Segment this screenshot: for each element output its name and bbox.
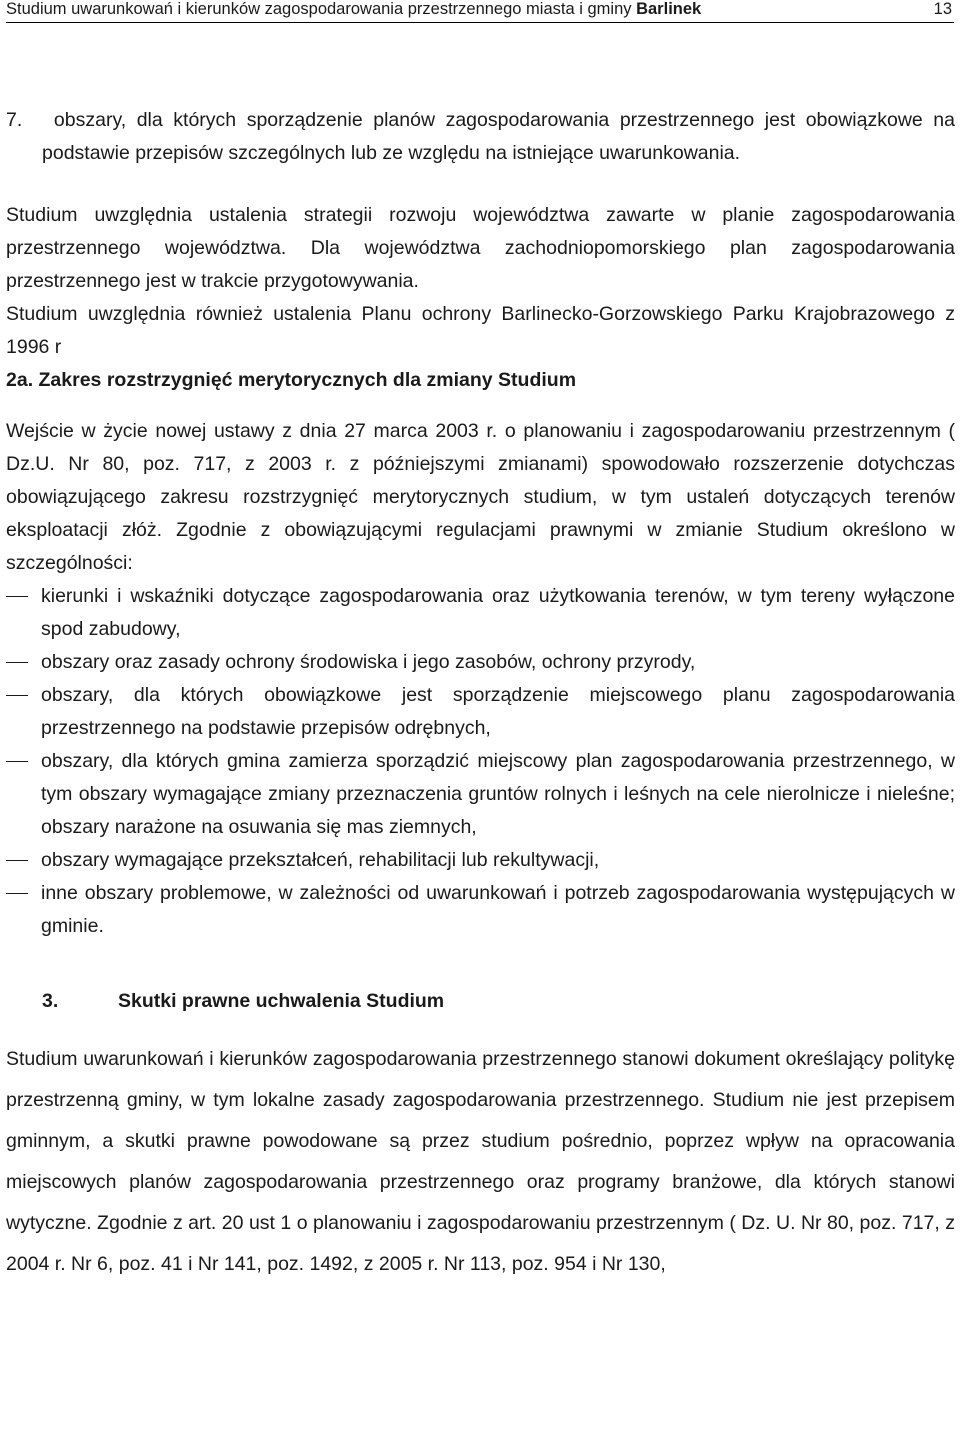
dash-bullet bbox=[6, 662, 28, 663]
section-3-number: 3. bbox=[42, 990, 59, 1012]
dash-bullet bbox=[6, 695, 28, 696]
dash-bullet bbox=[6, 860, 28, 861]
dash-bullet bbox=[6, 596, 28, 597]
list-item: obszary wymagające przekształceń, rehabilitacji lub rekultywacji, bbox=[6, 844, 955, 877]
list-item-7: 7. obszary, dla których sporządzenie planów zagospodarowania przestrzennego jest obowiązkowe na podstawie przepisów szczególnych lub ze względu na istniejące uwarunkowania. bbox=[6, 109, 955, 164]
paragraph-park-plan: Studium uwzględnia również ustalenia Planu ochrony Barlinecko-Gorzowskiego Parku Krajobrazowego z 1996 r bbox=[6, 303, 955, 358]
header-title: Studium uwarunkowań i kierunków zagospodarowania przestrzennego miasta i gminy bbox=[6, 0, 632, 18]
dash-bullet bbox=[6, 761, 28, 762]
list-item: obszary oraz zasady ochrony środowiska i jego zasobów, ochrony przyrody, bbox=[6, 646, 955, 679]
running-header bbox=[6, 0, 954, 23]
section-2a-list bbox=[6, 580, 955, 943]
section-3-title: Skutki prawne uchwalenia Studium bbox=[118, 990, 445, 1012]
list-item: kierunki i wskaźniki dotyczące zagospodarowania oraz użytkowania terenów, w tym tereny wyłączone spod zabudowy, bbox=[6, 580, 955, 646]
list-item: obszary, dla których obowiązkowe jest sporządzenie miejscowego planu zagospodarowania przestrzennego na podstawie przepisów odrębnych, bbox=[6, 679, 955, 745]
section-2a-heading: 2a. Zakres rozstrzygnięć merytorycznych dla zmiany Studium bbox=[6, 369, 577, 391]
document-body bbox=[6, 104, 955, 1285]
list-item: inne obszary problemowe, w zależności od uwarunkowań i potrzeb zagospodarowania występujących w gminie. bbox=[6, 877, 955, 943]
section-2a-paragraph: Wejście w życie nowej ustawy z dnia 27 marca 2003 r. o planowaniu i zagospodarowaniu przestrzennym ( Dz.U. Nr 80, poz. 717, z 2003 r. z późniejszymi zmianami) spowodowało rozszerzenie dotychczas obowiązującego zakresu rozstrzygnięć merytorycznych studium, w tym ustaleń dotyczących terenów eksploatacji złóż. Zgodnie z obowiązującymi regulacjami prawnymi w zmianie Studium określono w szczególności: bbox=[6, 420, 955, 574]
list-item: obszary, dla których gmina zamierza sporządzić miejscowy plan zagospodarowania przestrzennego, w tym obszary wymagające zmiany przeznaczenia gruntów rolnych i leśnych na cele nierolnicze i nieleśne; obszary narażone na osuwania się mas ziemnych, bbox=[6, 745, 955, 844]
page-number: 13 bbox=[933, 0, 952, 18]
header-title-bold: Barlinek bbox=[636, 0, 702, 18]
dash-bullet bbox=[6, 893, 28, 894]
section-3-paragraph: Studium uwarunkowań i kierunków zagospodarowania przestrzennego stanowi dokument określający politykę przestrzenną gminy, w tym lokalne zasady zagospodarowania przestrzennego. Studium nie jest przepisem gminnym, a skutki prawne powodowane są przez studium pośrednio, poprzez wpływ na opracowania miejscowych planów zagospodarowania przestrzennego oraz programy branżowe, dla których stanowi wytyczne. Zgodnie z art. 20 ust 1 o planowaniu i zagospodarowaniu przestrzennym ( Dz. U. Nr 80, poz. 717, z 2004 r. Nr 6, poz. 41 i Nr 141, poz. 1492, z 2005 r. Nr 113, poz. 954 i Nr 130, bbox=[6, 1048, 955, 1275]
section-3-heading bbox=[6, 985, 955, 1018]
paragraph-strategy: Studium uwzględnia ustalenia strategii rozwoju województwa zawarte w planie zagospodarowania przestrzennego województwa. Dla województwa zachodniopomorskiego plan zagospodarowania przestrzennego jest w trakcie przygotowywania. bbox=[6, 204, 955, 292]
